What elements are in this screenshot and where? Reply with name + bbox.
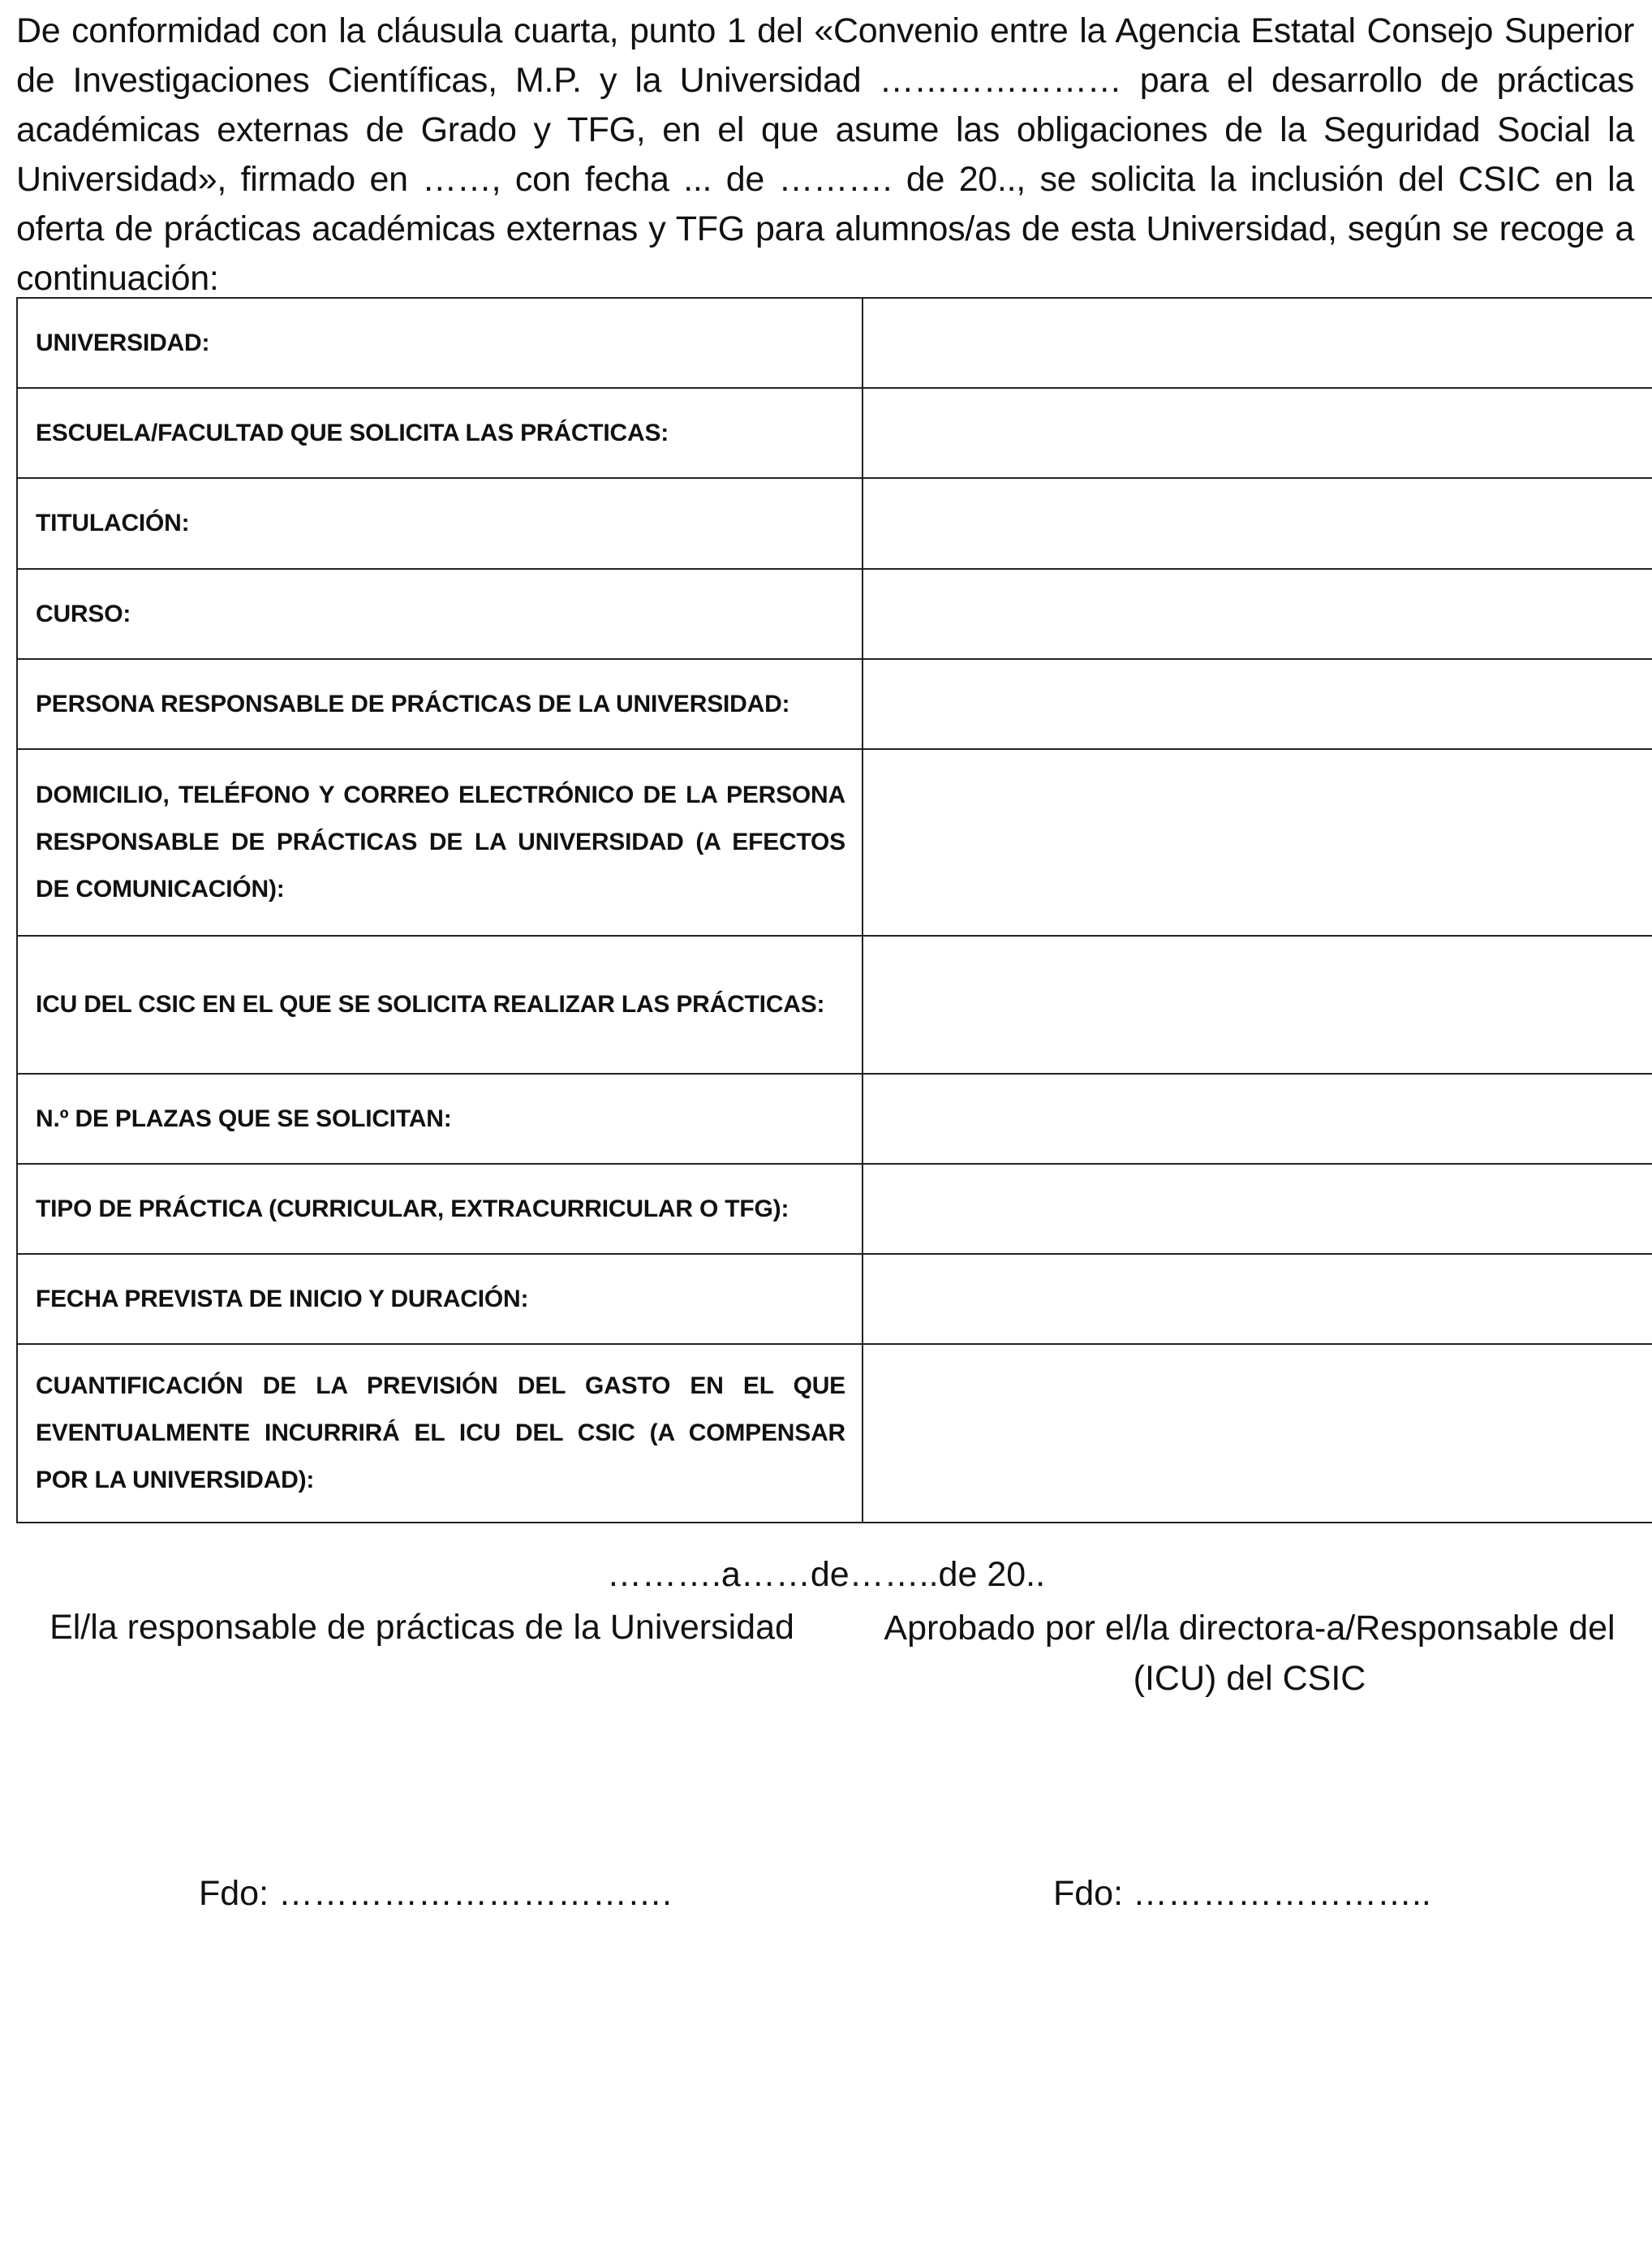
- field-value-universidad[interactable]: [863, 298, 1652, 388]
- field-label-text: N.º DE PLAZAS QUE SE SOLICITAN:: [36, 1105, 452, 1132]
- table-row: [17, 478, 1652, 569]
- signature-right-title: Aprobado por el/la directora-a/Responsable del (ICU) del CSIC: [884, 1609, 1615, 1698]
- signature-right-fdo: Fdo: ……………………..: [1053, 1874, 1431, 1913]
- table-row: [17, 298, 1652, 388]
- field-label-text: UNIVERSIDAD:: [36, 329, 210, 356]
- field-label-text: TIPO DE PRÁCTICA (CURRICULAR, EXTRACURRICULAR O TFG):: [36, 1195, 789, 1222]
- field-label-curso: [17, 569, 863, 659]
- field-label-text: PERSONA RESPONSABLE DE PRÁCTICAS DE LA UNIVERSIDAD:: [36, 690, 790, 717]
- table-row: [17, 936, 1652, 1074]
- field-label-universidad: [17, 298, 863, 388]
- field-value-fecha-prevista[interactable]: [863, 1254, 1652, 1344]
- field-label-plazas: [17, 1074, 863, 1164]
- field-value-plazas[interactable]: [863, 1074, 1652, 1164]
- field-label-escuela: [17, 388, 863, 478]
- field-value-escuela[interactable]: [863, 388, 1652, 478]
- table-row: [17, 1074, 1652, 1164]
- field-label-text: CUANTIFICACIÓN DE LA PREVISIÓN DEL GASTO EN EL QUE EVENTUALMENTE INCURRIRÁ EL ICU DEL CSIC (A COMPENSAR POR LA UNIVERSIDAD):: [36, 1372, 845, 1493]
- field-label-icu: [17, 936, 863, 1074]
- signature-left-title: El/la responsable de prácticas de la Universidad: [49, 1608, 794, 1647]
- field-label-fecha-prevista: [17, 1254, 863, 1344]
- table-row: [17, 1164, 1652, 1254]
- table-row: [17, 569, 1652, 659]
- table-row: [17, 1254, 1652, 1344]
- field-label-cuantificacion: [17, 1344, 863, 1523]
- field-label-titulacion: [17, 478, 863, 569]
- field-label-persona-responsable: [17, 659, 863, 749]
- table-row: [17, 749, 1652, 936]
- table-row: [17, 659, 1652, 749]
- field-label-text: DOMICILIO, TELÉFONO Y CORREO ELECTRÓNICO DE LA PERSONA RESPONSABLE DE PRÁCTICAS DE LA UNIVERSIDAD (A EFECTOS DE COMUNICACIÓN):: [36, 782, 845, 902]
- intro-paragraph: De conformidad con la cláusula cuarta, punto 1 del «Convenio entre la Agencia Estatal Consejo Superior de Investigaciones Científicas, M.P. y la Universidad ………………… para el desarrollo de prácticas académicas externas de Grado y TFG, en el que asume las obligaciones de la Seguridad Social la Universidad», firmado en ……, con fecha ... de ………. de 20.., se solicita la inclusión del CSIC en la oferta de prácticas académicas externas y TFG para alumnos/as de esta Universidad, según se recoge a continuación:: [16, 11, 1634, 298]
- table-row: [17, 388, 1652, 478]
- table-row: [17, 1344, 1652, 1523]
- field-value-tipo-practica[interactable]: [863, 1164, 1652, 1254]
- request-form-table: [16, 297, 1652, 1523]
- field-value-persona-responsable[interactable]: [863, 659, 1652, 749]
- field-label-text: ICU DEL CSIC EN EL QUE SE SOLICITA REALIZAR LAS PRÁCTICAS:: [36, 991, 825, 1018]
- field-label-domicilio: [17, 749, 863, 936]
- date-line: ……….a……de……..de 20..: [606, 1555, 1046, 1594]
- field-value-domicilio[interactable]: [863, 749, 1652, 936]
- field-value-cuantificacion[interactable]: [863, 1344, 1652, 1523]
- field-label-text: FECHA PREVISTA DE INICIO Y DURACIÓN:: [36, 1285, 529, 1312]
- field-label-tipo-practica: [17, 1164, 863, 1254]
- field-label-text: TITULACIÓN:: [36, 510, 190, 536]
- field-value-curso[interactable]: [863, 569, 1652, 659]
- field-value-titulacion[interactable]: [863, 478, 1652, 569]
- field-label-text: CURSO:: [36, 600, 131, 627]
- field-label-text: ESCUELA/FACULTAD QUE SOLICITA LAS PRÁCTICAS:: [36, 419, 669, 446]
- field-value-icu[interactable]: [863, 936, 1652, 1074]
- signature-left-fdo: Fdo: …………………………….: [199, 1874, 672, 1913]
